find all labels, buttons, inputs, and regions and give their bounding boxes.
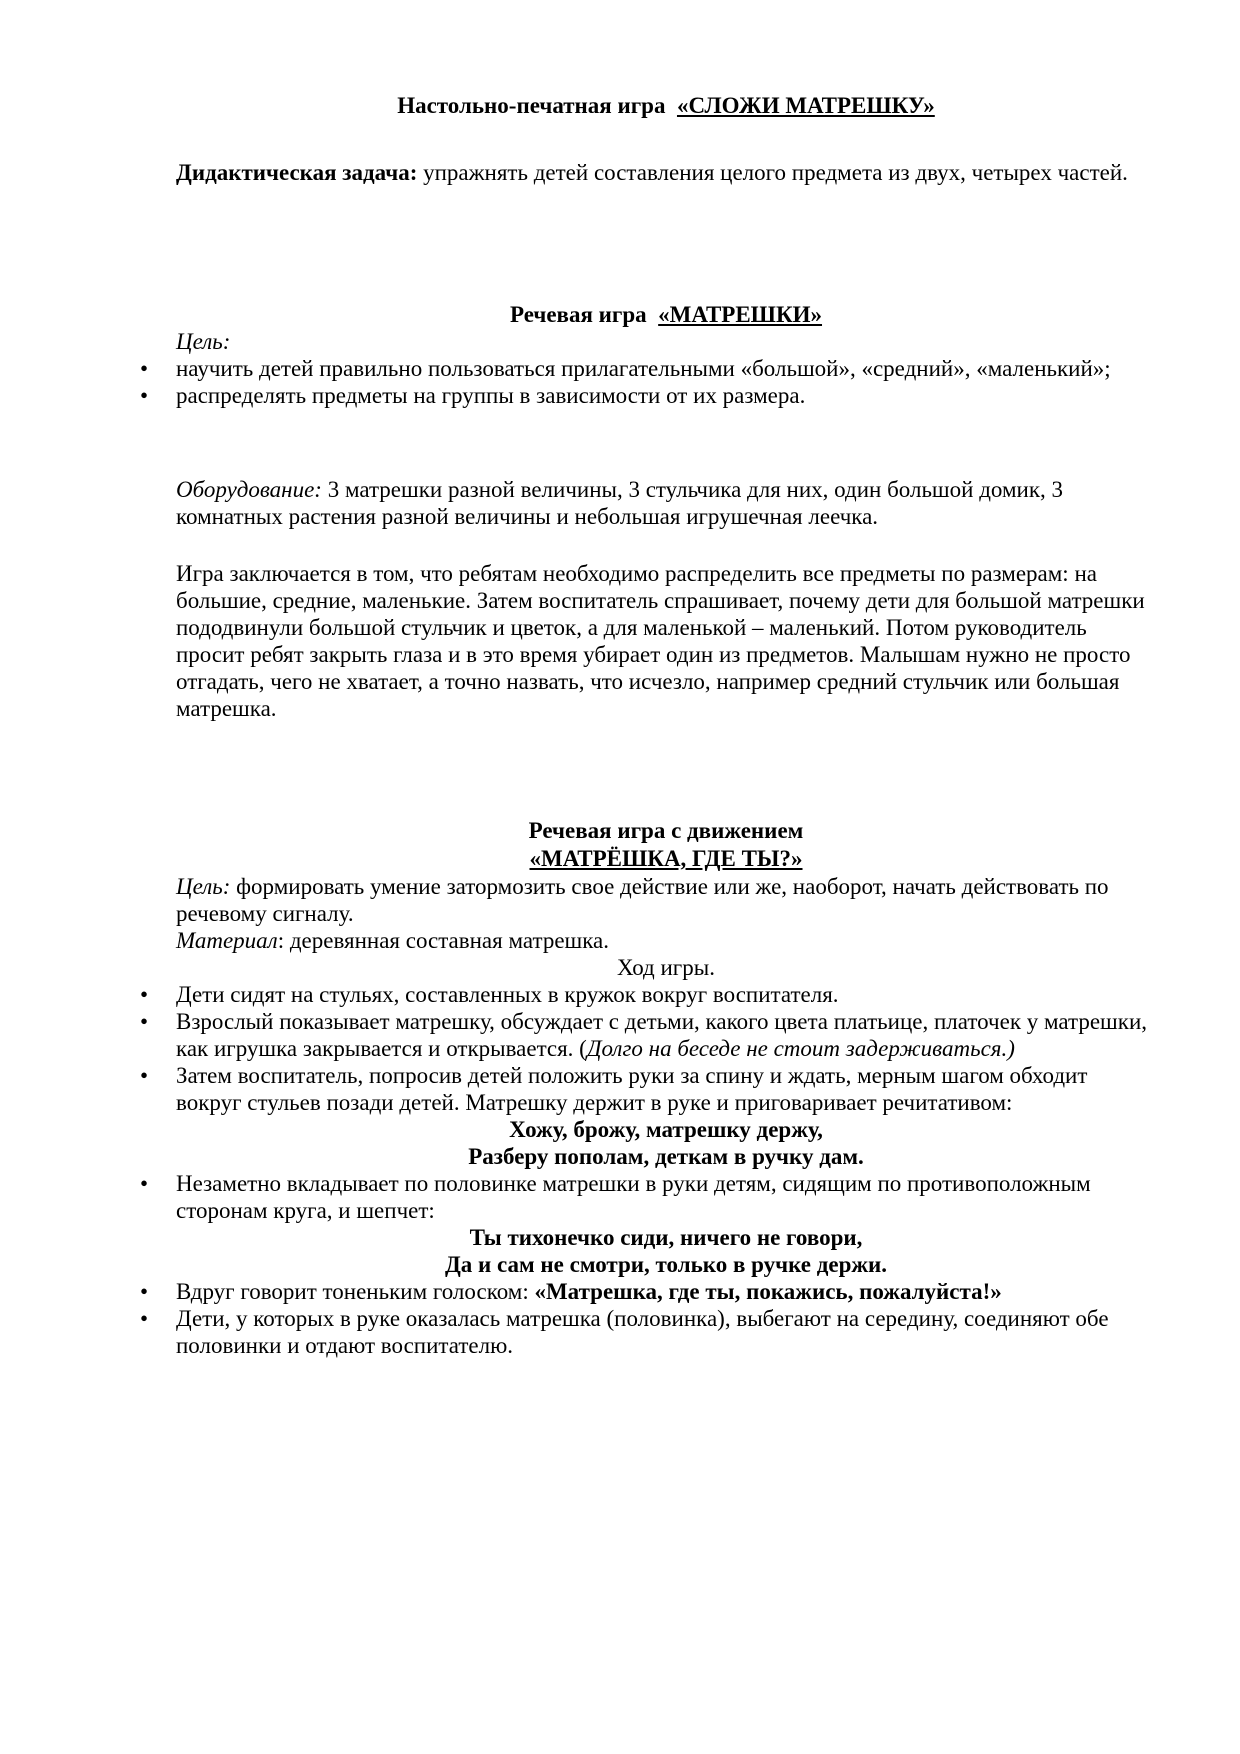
game1-title-prefix: Настольно-печатная игра bbox=[397, 93, 666, 118]
list-item: • распределять предметы на группы в зависимости от их размера. bbox=[140, 383, 806, 408]
verse1-line1: Хожу, брожу, матрешку держу, bbox=[509, 1117, 823, 1142]
list-item: • Дети, у которых в руке оказалась матрешка (половинка), выбегают на середину, соединяют обе половинки и отдают воспитателю. bbox=[140, 1306, 1109, 1358]
game3-goal: Цель: формировать умение затормозить свое действие или же, наоборот, начать действовать по речевому сигналу. bbox=[176, 874, 1109, 926]
list-item: • Вдруг говорит тоненьким голоском: «Матрешка, где ты, покажись, пожалуйста!» bbox=[140, 1279, 1002, 1304]
game3-body bbox=[140, 873, 1156, 1359]
game3-steps-2 bbox=[140, 1170, 1156, 1224]
game1-task-text: упражнять детей составления целого предмета из двух, четырех частей. bbox=[423, 160, 1128, 185]
game1-title bbox=[176, 92, 1156, 119]
game1-task-label: Дидактическая задача: bbox=[176, 160, 418, 185]
game3-title-line2: «МАТРЁШКА, ГДЕ ТЫ?» bbox=[529, 846, 803, 871]
game2-title-prefix: Речевая игра bbox=[509, 302, 647, 327]
game2-title bbox=[176, 301, 1156, 328]
list-item: • научить детей правильно пользоваться прилагательными «большой», «средний», «маленький»; bbox=[140, 356, 1111, 381]
game3-steps-3 bbox=[140, 1278, 1156, 1359]
game3-steps bbox=[140, 981, 1156, 1116]
game2-equipment bbox=[176, 476, 1156, 530]
game2-equipment-text: 3 матрешки разной величины, 3 стульчика для них, один большой домик, 3 комнатных растения разной величины и небольшая игрушечная леечка. bbox=[176, 477, 1064, 529]
list-item: • Дети сидят на стульях, составленных в кружок вокруг воспитателя. bbox=[140, 982, 839, 1007]
bullet-icon: • bbox=[140, 356, 149, 381]
game2-goal-label: Цель: bbox=[176, 329, 231, 354]
game2-description: Игра заключается в том, что ребятам необходимо распределить все предметы по размерам: на большие, средние, маленькие. Затем воспитатель спрашивает, почему дети для большой матрешки пододвинули большой стульчик и цветок, а для маленькой – маленький. Потом руководитель просит ребят закрыть глаза и в это время убирает один из предметов. Малышам нужно не просто отгадать, чего не хватает, а точно назвать, что исчезло, например средний стульчик или большая матрешка. bbox=[176, 561, 1145, 721]
game3-material: Материал: деревянная составная матрешка. bbox=[176, 928, 610, 953]
game3-title-line2-wrap bbox=[176, 845, 1156, 872]
game2-title-name: «МАТРЕШКИ» bbox=[658, 302, 823, 327]
bullet-icon: • bbox=[140, 1279, 149, 1304]
verse2-line1: Ты тихонечко сиди, ничего не говори, bbox=[469, 1225, 863, 1250]
list-item: • Затем воспитатель, попросив детей положить руки за спину и ждать, мерным шагом обходит вокруг стульев позади детей. Матрешку держит в руке и приговаривает речитативом: bbox=[140, 1063, 1088, 1115]
game2-equipment-label: Оборудование: bbox=[176, 477, 322, 502]
list-item: • Взрослый показывает матрешку, обсуждает с детьми, какого цвета платьице, платочек у матрешки, как игрушка закрывается и открывается. (Долго на беседе не стоит задерживаться.) bbox=[140, 1009, 1147, 1061]
bullet-icon: • bbox=[140, 1009, 149, 1034]
verse1-line2: Разберу пополам, деткам в ручку дам. bbox=[468, 1144, 864, 1169]
bullet-icon: • bbox=[140, 1306, 149, 1331]
list-item: • Незаметно вкладывает по половинке матрешки в руки детям, сидящим по противоположным сторонам круга, и шепчет: bbox=[140, 1171, 1091, 1223]
bullet-icon: • bbox=[140, 982, 149, 1007]
game1-title-name: «СЛОЖИ МАТРЕШКУ» bbox=[676, 93, 935, 118]
game1-task bbox=[176, 159, 1156, 186]
bullet-icon: • bbox=[140, 1063, 149, 1088]
game3-course-heading: Ход игры. bbox=[617, 955, 715, 980]
game3-title-line1: Речевая игра с движением bbox=[528, 818, 804, 843]
game2-goals bbox=[140, 328, 1156, 409]
bullet-icon: • bbox=[140, 1171, 149, 1196]
bullet-icon: • bbox=[140, 383, 149, 408]
game2-goal-list bbox=[140, 355, 1156, 409]
verse2-line2: Да и сам не смотри, только в ручке держи. bbox=[444, 1252, 888, 1277]
